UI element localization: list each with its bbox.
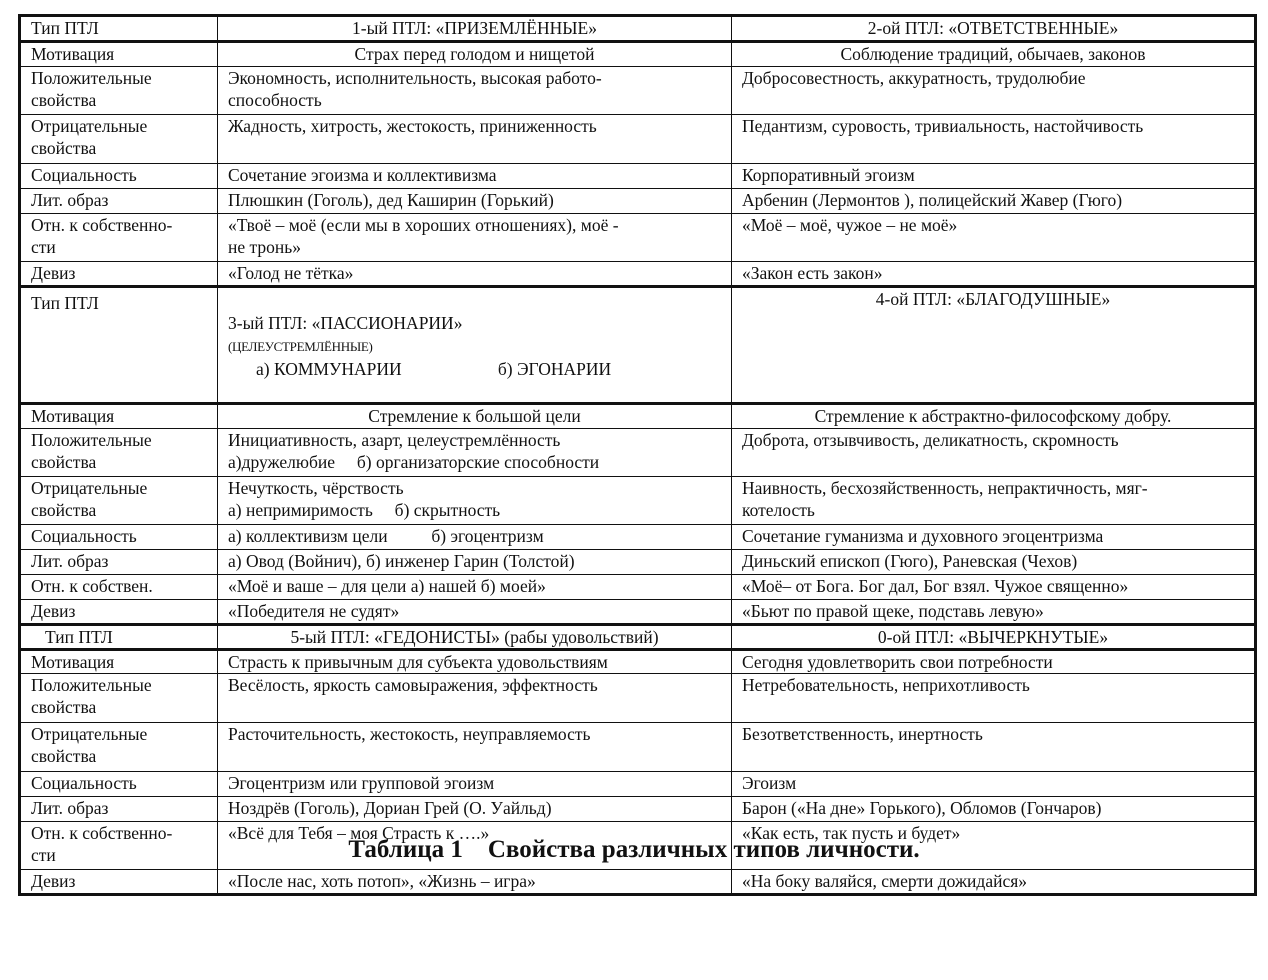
social-cell: а) коллективизм цели б) эгоцентризм bbox=[218, 525, 732, 550]
social-label: Социальность bbox=[20, 772, 218, 797]
negative-cell: Жадность, хитрость, жестокость, приниженность bbox=[218, 115, 732, 164]
motivation-cell: Страх перед голодом и нищетой bbox=[218, 42, 732, 67]
table-row bbox=[20, 67, 1256, 115]
positive-cell: Добросовестность, аккуратность, трудолюбие bbox=[732, 67, 1256, 115]
property-label: Отн. к собствен. bbox=[20, 575, 218, 600]
type-title-1: 1-ый ПТЛ: «ПРИЗЕМЛЁННЫЕ» bbox=[218, 16, 732, 42]
lit-label: Лит. образ bbox=[20, 189, 218, 214]
type-label: Тип ПТЛ bbox=[20, 625, 218, 650]
positive-label: Положительные свойства bbox=[20, 429, 218, 477]
table-caption: Таблица 1 Свойства различных типов личности. bbox=[348, 836, 920, 863]
social-cell: Сочетание гуманизма и духовного эгоцентризма bbox=[732, 525, 1256, 550]
table-row bbox=[20, 550, 1256, 575]
type-title-3-subtypes: а) КОММУНАРИИ б) ЭГОНАРИИ bbox=[256, 359, 612, 379]
type-header-row bbox=[20, 16, 1256, 42]
lit-label: Лит. образ bbox=[20, 550, 218, 575]
table-row bbox=[20, 214, 1256, 262]
property-label: Отн. к собственно- сти bbox=[20, 822, 218, 870]
motto-label: Девиз bbox=[20, 870, 218, 895]
motto-cell: «Победителя не судят» bbox=[218, 600, 732, 625]
table-row bbox=[20, 797, 1256, 822]
negative-label: Отрицательные свойства bbox=[20, 115, 218, 164]
negative-cell: Наивность, бесхозяйственность, непрактичность, мяг- котелость bbox=[732, 477, 1256, 525]
personality-types-table bbox=[18, 14, 1257, 896]
type-title-3-main: 3-ый ПТЛ: «ПАССИОНАРИИ» bbox=[228, 313, 463, 333]
table-row bbox=[20, 404, 1256, 429]
type-title-0: 0-ой ПТЛ: «ВЫЧЕРКНУТЫЕ» bbox=[732, 625, 1256, 650]
positive-cell: Экономность, исполнительность, высокая работо- способность bbox=[218, 67, 732, 115]
positive-label: Положительные свойства bbox=[20, 67, 218, 115]
motto-cell: «Бьют по правой щеке, подставь левую» bbox=[732, 600, 1256, 625]
positive-cell: Доброта, отзывчивость, деликатность, скромность bbox=[732, 429, 1256, 477]
motto-label: Девиз bbox=[20, 262, 218, 287]
lit-cell: Арбенин (Лермонтов ), полицейский Жавер (Гюго) bbox=[732, 189, 1256, 214]
motivation-label: Мотивация bbox=[20, 42, 218, 67]
motivation-cell: Стремление к абстрактно-философскому добру. bbox=[732, 404, 1256, 429]
table-row bbox=[20, 477, 1256, 525]
lit-cell: Плюшкин (Гоголь), дед Каширин (Горький) bbox=[218, 189, 732, 214]
motivation-cell: Сегодня удовлетворить свои потребности bbox=[732, 650, 1256, 674]
type-title-4: 4-ой ПТЛ: «БЛАГОДУШНЫЕ» bbox=[732, 287, 1256, 404]
negative-cell: Педантизм, суровость, тривиальность, настойчивость bbox=[732, 115, 1256, 164]
motivation-label: Мотивация bbox=[20, 404, 218, 429]
lit-cell: Барон («На дне» Горького), Обломов (Гончаров) bbox=[732, 797, 1256, 822]
table-row bbox=[20, 870, 1256, 895]
social-cell: Корпоративный эгоизм bbox=[732, 164, 1256, 189]
motto-label: Девиз bbox=[20, 600, 218, 625]
table-row bbox=[20, 115, 1256, 164]
property-cell: «Всё для Тебя – моя Страсть к ….» bbox=[218, 822, 732, 870]
positive-cell: Инициативность, азарт, целеустремлённость а)дружелюбие б) организаторские способности bbox=[218, 429, 732, 477]
negative-cell: Безответственность, инертность bbox=[732, 723, 1256, 772]
table-row bbox=[20, 723, 1256, 772]
property-cell: «Твоё – моё (если мы в хороших отношениях), моё - не тронь» bbox=[218, 214, 732, 262]
property-cell: «Как есть, так пусть и будет» bbox=[732, 822, 1256, 870]
type-header-row bbox=[20, 287, 1256, 404]
type-header-row bbox=[20, 625, 1256, 650]
positive-label: Положительные свойства bbox=[20, 674, 218, 723]
table-row bbox=[20, 650, 1256, 674]
table-row bbox=[20, 429, 1256, 477]
motto-cell: «Голод не тётка» bbox=[218, 262, 732, 287]
negative-label: Отрицательные свойства bbox=[20, 723, 218, 772]
social-cell: Эгоцентризм или групповой эгоизм bbox=[218, 772, 732, 797]
positive-cell: Нетребовательность, неприхотливость bbox=[732, 674, 1256, 723]
motivation-cell: Стремление к большой цели bbox=[218, 404, 732, 429]
social-label: Социальность bbox=[20, 525, 218, 550]
motto-cell: «После нас, хоть потоп», «Жизнь – игра» bbox=[218, 870, 732, 895]
type-label: Тип ПТЛ bbox=[20, 16, 218, 42]
social-cell: Сочетание эгоизма и коллективизма bbox=[218, 164, 732, 189]
type-title-5: 5-ый ПТЛ: «ГЕДОНИСТЫ» (рабы удовольствий) bbox=[218, 625, 732, 650]
type-title-3 bbox=[218, 287, 732, 404]
social-cell: Эгоизм bbox=[732, 772, 1256, 797]
property-cell: «Моё – моё, чужое – не моё» bbox=[732, 214, 1256, 262]
table-row bbox=[20, 600, 1256, 625]
type-label: Тип ПТЛ bbox=[20, 287, 218, 404]
type-title-2: 2-ой ПТЛ: «ОТВЕТСТВЕННЫЕ» bbox=[732, 16, 1256, 42]
table-row bbox=[20, 164, 1256, 189]
motivation-cell: Страсть к привычным для субъекта удовольствиям bbox=[218, 650, 732, 674]
lit-label: Лит. образ bbox=[20, 797, 218, 822]
motto-cell: «Закон есть закон» bbox=[732, 262, 1256, 287]
property-cell: «Моё и ваше – для цели а) нашей б) моей» bbox=[218, 575, 732, 600]
lit-cell: Ноздрёв (Гоголь), Дориан Грей (О. Уайльд) bbox=[218, 797, 732, 822]
property-cell: «Моё– от Бога. Бог дал, Бог взял. Чужое священно» bbox=[732, 575, 1256, 600]
motivation-cell: Соблюдение традиций, обычаев, законов bbox=[732, 42, 1256, 67]
motivation-label: Мотивация bbox=[20, 650, 218, 674]
table-row bbox=[20, 575, 1256, 600]
type-title-3-note: (ЦЕЛЕУСТРЕМЛЁННЫЕ) bbox=[228, 339, 373, 354]
motto-cell: «На боку валяйся, смерти дожидайся» bbox=[732, 870, 1256, 895]
personality-types-table-container bbox=[18, 14, 1254, 896]
property-label: Отн. к собственно- сти bbox=[20, 214, 218, 262]
positive-cell: Весёлость, яркость самовыражения, эффектность bbox=[218, 674, 732, 723]
social-label: Социальность bbox=[20, 164, 218, 189]
table-row bbox=[20, 674, 1256, 723]
table-row bbox=[20, 189, 1256, 214]
negative-cell: Нечуткость, чёрствость а) непримиримость б) скрытность bbox=[218, 477, 732, 525]
table-row bbox=[20, 42, 1256, 67]
negative-label: Отрицательные свойства bbox=[20, 477, 218, 525]
negative-cell: Расточительность, жестокость, неуправляемость bbox=[218, 723, 732, 772]
lit-cell: Диньский епископ (Гюго), Раневская (Чехов) bbox=[732, 550, 1256, 575]
table-row bbox=[20, 772, 1256, 797]
table-row bbox=[20, 525, 1256, 550]
table-row bbox=[20, 262, 1256, 287]
lit-cell: а) Овод (Войнич), б) инженер Гарин (Толстой) bbox=[218, 550, 732, 575]
